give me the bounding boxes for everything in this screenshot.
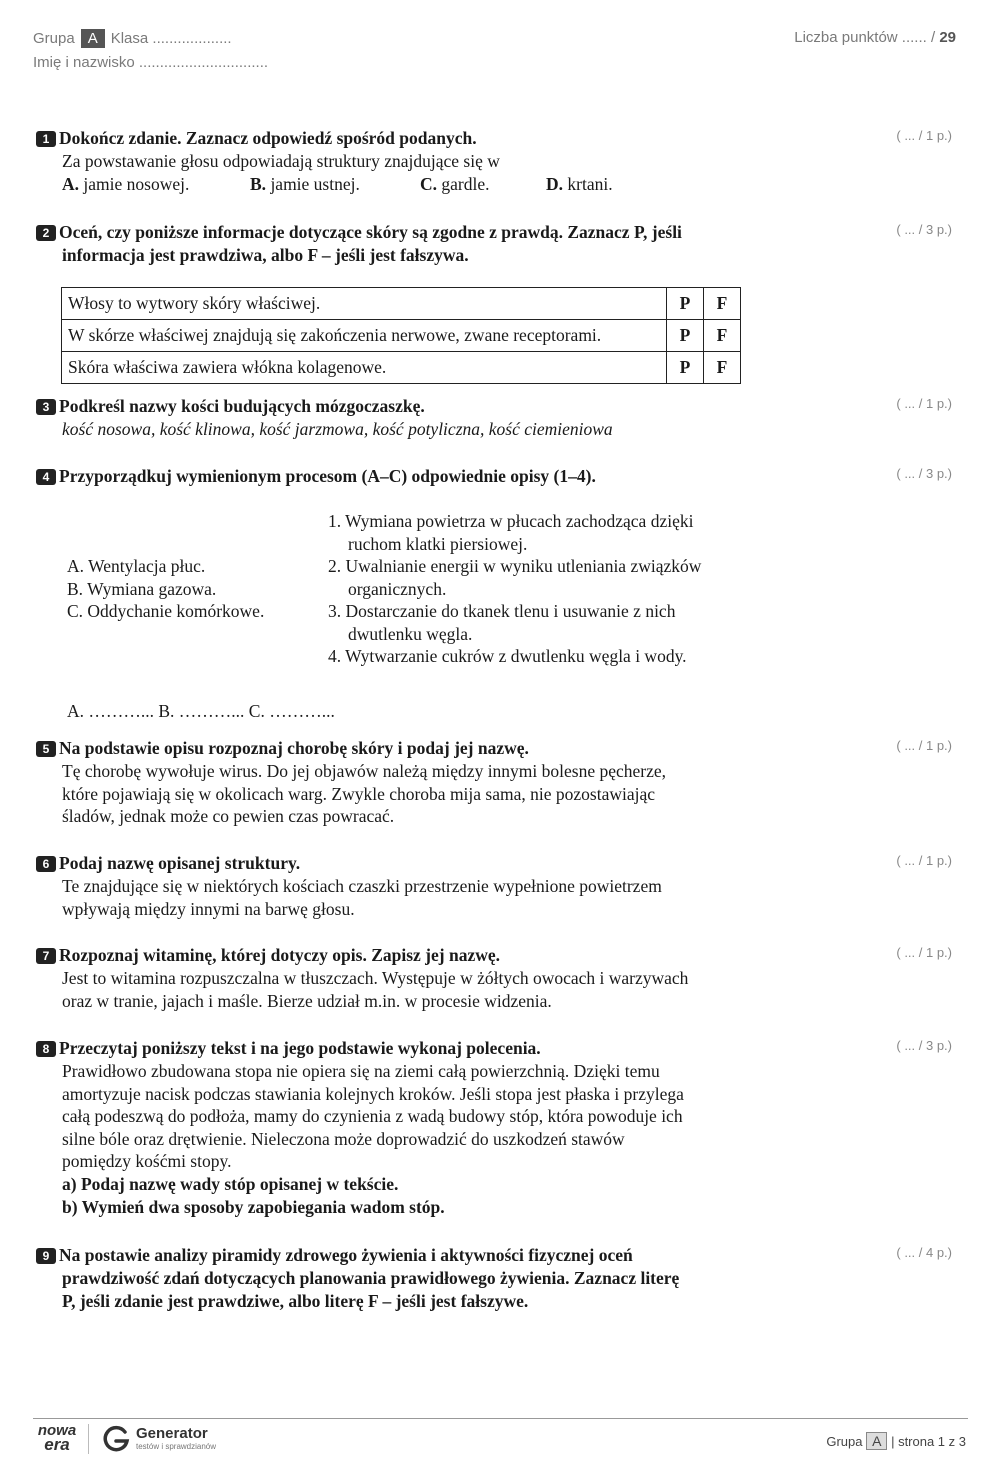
option-b[interactable]: B. jamie ustnej. (250, 173, 360, 194)
false-option[interactable]: F (704, 288, 741, 320)
question-title-line2: prawdziwość zdań dotyczących planowania prawidłowego żywienia. Zaznacz literę (62, 1268, 680, 1288)
logo-separator (88, 1424, 89, 1454)
statement-text: Włosy to wytwory skóry właściwej. (62, 288, 667, 320)
description-4: 4. Wytwarzanie cukrów z dwutlenku węgla i wody. (328, 646, 687, 666)
process-a: A. Wentylacja płuc. (67, 556, 206, 576)
description-2: 2. Uwalnianie energii w wyniku utleniania związków organicznych. (328, 556, 702, 599)
points-q1: ( ... / 1 p.) (896, 128, 952, 143)
question-4 (36, 465, 756, 488)
description-list (328, 510, 738, 668)
false-option[interactable]: F (704, 320, 741, 352)
generator-logo-icon (101, 1424, 131, 1454)
description-text: Jest to witamina rozpuszczalna w tłuszczach. Występuje w żółtych owocach i warzywach oraz w tranie, jajach i maśle. Bierze udział m.in. w procesie widzenia. (62, 968, 689, 1011)
true-option[interactable]: P (667, 352, 704, 384)
question-3 (36, 395, 756, 441)
true-option[interactable]: P (667, 320, 704, 352)
option-c[interactable]: C. gardle. (420, 173, 490, 194)
question-number: 9 (36, 1248, 56, 1264)
question-title-line2: informacja jest prawdziwa, albo F – jeśli jest fałszywa. (62, 245, 469, 265)
points-q8: ( ... / 3 p.) (896, 1038, 952, 1053)
question-title-line1: Oceń, czy poniższe informacje dotyczące skóry są zgodne z prawdą. Zaznacz P, jeśli (59, 222, 682, 242)
question-number: 3 (36, 399, 56, 415)
question-5 (36, 737, 756, 828)
question-title: Przyporządkuj wymienionym procesom (A–C) odpowiednie opisy (1–4). (59, 466, 596, 486)
question-number: 8 (36, 1041, 56, 1057)
question-title: Przeczytaj poniższy tekst i na jego podstawie wykonaj polecenia. (59, 1038, 541, 1058)
process-b: B. Wymiana gazowa. (67, 578, 217, 599)
description-text: Tę chorobę wywołuje wirus. Do jej objawów należą między innymi bolesne pęcherze, które pojawiają się w okolicach warg. Zwykle choroba mija sama, nie pozostawiając śladów, jednak może co pewien czas powracać. (62, 761, 667, 826)
question-stem: Za powstawanie głosu odpowiadają struktury znajdujące się w (62, 151, 500, 171)
question-title: Na podstawie opisu rozpoznaj chorobę skóry i podaj jej nazwę. (59, 738, 529, 758)
footer-page-info (826, 1432, 966, 1450)
question-number: 1 (36, 131, 56, 147)
question-number: 7 (36, 948, 56, 964)
option-d[interactable]: D. krtani. (546, 173, 613, 194)
true-option[interactable]: P (667, 288, 704, 320)
process-list (67, 555, 307, 623)
answer-line[interactable]: A. ………... B. ………... C. ………... (67, 701, 335, 721)
page-number: | strona 1 z 3 (891, 1434, 966, 1449)
points-total: 29 (939, 29, 956, 46)
points-q7: ( ... / 1 p.) (896, 945, 952, 960)
question-6 (36, 852, 756, 920)
header-group-line (33, 29, 232, 48)
question-9 (36, 1244, 756, 1313)
process-c: C. Oddychanie komórkowe. (67, 601, 265, 621)
question-1 (36, 127, 736, 196)
footer-group-badge: A (866, 1432, 887, 1450)
question-7 (36, 944, 756, 1012)
group-badge: A (81, 29, 105, 48)
group-label: Grupa (33, 30, 75, 47)
question-title: Podaj nazwę opisanej struktury. (59, 853, 301, 873)
table-row (62, 320, 741, 352)
question-title-line1: Na postawie analizy piramidy zdrowego żywienia i aktywności fizycznej oceń (59, 1245, 633, 1265)
statement-text: W skórze właściwej znajdują się zakończenia nerwowe, zwane receptorami. (62, 320, 667, 352)
points-q2: ( ... / 3 p.) (896, 222, 952, 237)
points-q9: ( ... / 4 p.) (896, 1245, 952, 1260)
question-title: Rozpoznaj witaminę, której dotyczy opis. Zapisz jej nazwę. (59, 945, 501, 965)
points-q3: ( ... / 1 p.) (896, 396, 952, 411)
answer-options (36, 173, 736, 196)
option-a[interactable]: A. jamie nosowej. (62, 173, 190, 194)
nowa-era-logo: nowa era (37, 1422, 77, 1454)
question-title-line3: P, jeśli zdanie jest prawdziwe, albo literę F – jeśli jest fałszywe. (62, 1291, 529, 1311)
question-2 (36, 221, 756, 267)
source-text: Prawidłowo zbudowana stopa nie opiera się na ziemi całą powierzchnią. Dzięki temu amortyzuje nacisk podczas stawiania kolejnych kroków. Jeśli stopa jest płaska i przylega całą podeszwą do podłoża, mamy do czynienia z wadą budowy stóp, która powoduje ich silne bóle oraz drętwienie. Nieleczona może doprowadzić do uszkodzeń stawów pomiędzy kośćmi stopy. (62, 1061, 684, 1171)
false-option[interactable]: F (704, 352, 741, 384)
points-summary (794, 29, 956, 46)
table-row (62, 288, 741, 320)
footer-divider (33, 1418, 968, 1419)
bone-names[interactable]: kość nosowa, kość klinowa, kość jarzmowa, kość potyliczna, kość ciemieniowa (62, 419, 613, 439)
question-number: 2 (36, 225, 56, 241)
task-a: a) Podaj nazwę wady stóp opisanej w tekście. (62, 1173, 399, 1194)
description-text: Te znajdujące się w niektórych kościach czaszki przestrzenie wypełnione powietrzem wpływają między innymi na barwę głosu. (62, 876, 662, 919)
question-number: 6 (36, 856, 56, 872)
question-8 (36, 1037, 756, 1219)
description-1: 1. Wymiana powietrza w płucach zachodząca dzięki ruchom klatki piersiowej. (328, 511, 694, 554)
points-q5: ( ... / 1 p.) (896, 738, 952, 753)
points-q4: ( ... / 3 p.) (896, 466, 952, 481)
table-row (62, 352, 741, 384)
points-label: Liczba punktów ...... / (794, 29, 936, 46)
footer-group-label: Grupa (826, 1434, 863, 1449)
question-number: 5 (36, 741, 56, 757)
class-label: Klasa ................... (110, 30, 232, 47)
question-title: Dokończ zdanie. Zaznacz odpowiedź spośród podanych. (59, 128, 477, 148)
true-false-table (61, 287, 741, 384)
name-label: Imię i nazwisko ............................... (33, 54, 269, 71)
points-q6: ( ... / 1 p.) (896, 853, 952, 868)
generator-logo-text: Generator testów i sprawdzianów (136, 1425, 217, 1451)
statement-text: Skóra właściwa zawiera włókna kolagenowe. (62, 352, 667, 384)
question-number: 4 (36, 469, 56, 485)
task-b: b) Wymień dwa sposoby zapobiegania wadom stóp. (62, 1196, 445, 1217)
description-3: 3. Dostarczanie do tkanek tlenu i usuwanie z nich dwutlenku węgla. (328, 601, 676, 644)
question-title: Podkreśl nazwy kości budujących mózgoczaszkę. (59, 396, 425, 416)
